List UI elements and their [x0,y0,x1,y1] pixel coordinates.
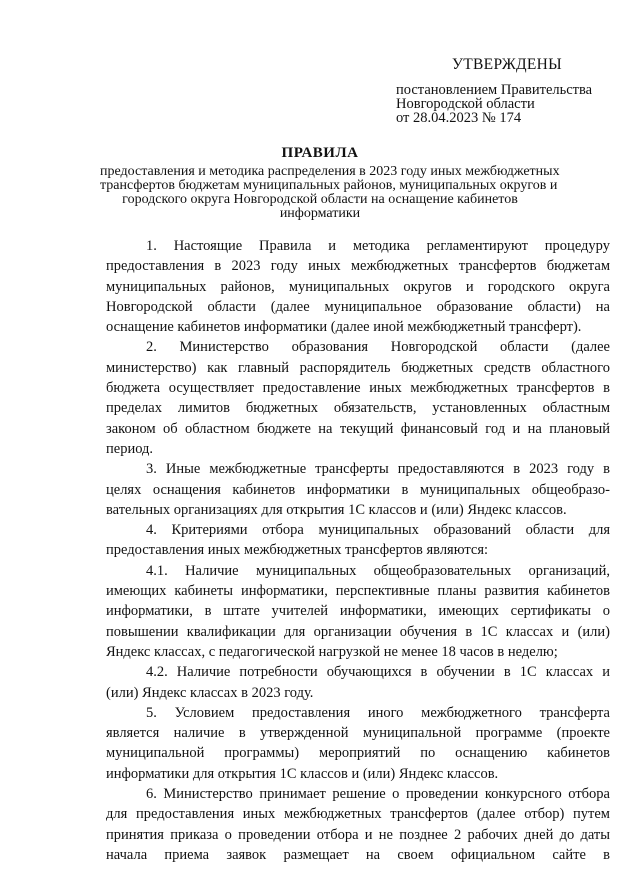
document-title: ПРАВИЛА [281,145,359,161]
body-line: пределах лимитов бюджетных обязательств, установленных областным [106,400,610,417]
subtitle-line: городского округа Новгородской области на оснащение кабинетов [122,192,518,207]
body-line: муниципальной программы) мероприятий по оснащению кабинетов [106,745,610,762]
document-subtitle [100,164,560,221]
body-line: (или) Яндекс классах в 2023 году. [106,684,314,701]
body-line: 2. Министерство образования Новгородской области (далее [146,339,610,356]
document-body [106,236,610,865]
approval-block [396,58,626,125]
body-line: законом об областном бюджете на текущий финансовый год и на плановый [106,420,610,437]
body-line: бюджета осуществляет предоставление иных межбюджетных трансфертов в [106,380,610,397]
approval-line: Новгородской области [396,96,535,112]
body-line: информатики для открытия 1С классов и (или) Яндекс классов. [106,765,499,782]
body-line: 5. Условием предоставления иного межбюджетного трансферта [146,704,610,721]
body-line: предоставления в 2023 году иных межбюджетных трансфертов бюджетам [106,258,610,275]
body-line: является наличие в утвержденной муниципальной программе (проекте [106,725,610,742]
body-line: вательных организациях для открытия 1С классов и (или) Яндекс классов. [106,501,567,518]
body-line: 4.2. Наличие потребности обучающихся в обучении в 1С классах и [146,664,610,681]
body-line: Новгородской области (далее муниципальное образование области) на [106,298,610,315]
body-line: 6. Министерство принимает решение о проведении конкурсного отбора [146,786,610,803]
subtitle-line: трансфертов бюджетам муниципальных районов, муниципальных округов и [100,178,558,193]
approval-line: от 28.04.2023 № 174 [396,110,522,126]
subtitle-line: информатики [279,206,361,221]
body-line: имеющих кабинеты информатики, перспективные планы развития кабинетов [106,583,610,600]
body-line: министерство) как главный распорядитель бюджетных средств областного [106,359,610,376]
body-line: 4. Критериями отбора муниципальных образований области для [146,522,610,539]
body-line: муниципальных районов, муниципальных округов и городского округа [106,278,610,295]
body-line: принятия приказа о проведении отбора и не позднее 2 рабочих дней до даты [106,826,610,843]
subtitle-line: предоставления и методика распределения в 2023 году иных межбюджетных [100,164,560,179]
body-line: целях оснащения кабинетов информатики в муниципальных общеобразо- [106,481,610,498]
approval-heading: УТВЕРЖДЕНЫ [452,56,562,73]
body-line: 1. Настоящие Правила и методика регламентируют процедуру [146,238,610,254]
body-line: период. [106,440,154,457]
body-line: предоставления иных межбюджетных трансфертов являются: [106,542,489,559]
body-line: 4.1. Наличие муниципальных общеобразовательных организаций, [146,562,610,579]
body-line: оснащение кабинетов информатики (далее иной межбюджетный трансферт). [106,319,582,336]
body-line: для предоставления иных межбюджетных трансфертов (далее отбор) путем [106,806,610,823]
body-line: 3. Иные межбюджетные трансферты предоставляются в 2023 году в [146,461,610,478]
approval-line: постановлением Правительства [396,82,593,98]
body-line: начала приема заявок размещает на своем официальном сайте в [106,846,610,863]
body-line: Яндекс классах, с педагогической нагрузкой не менее 18 часов в неделю; [106,643,558,660]
body-line: информатики, в штате учителей информатики, имеющих сертификаты о [106,603,610,620]
body-line: повышении квалификации для организации обучения в 1С классах и (или) [106,623,610,640]
